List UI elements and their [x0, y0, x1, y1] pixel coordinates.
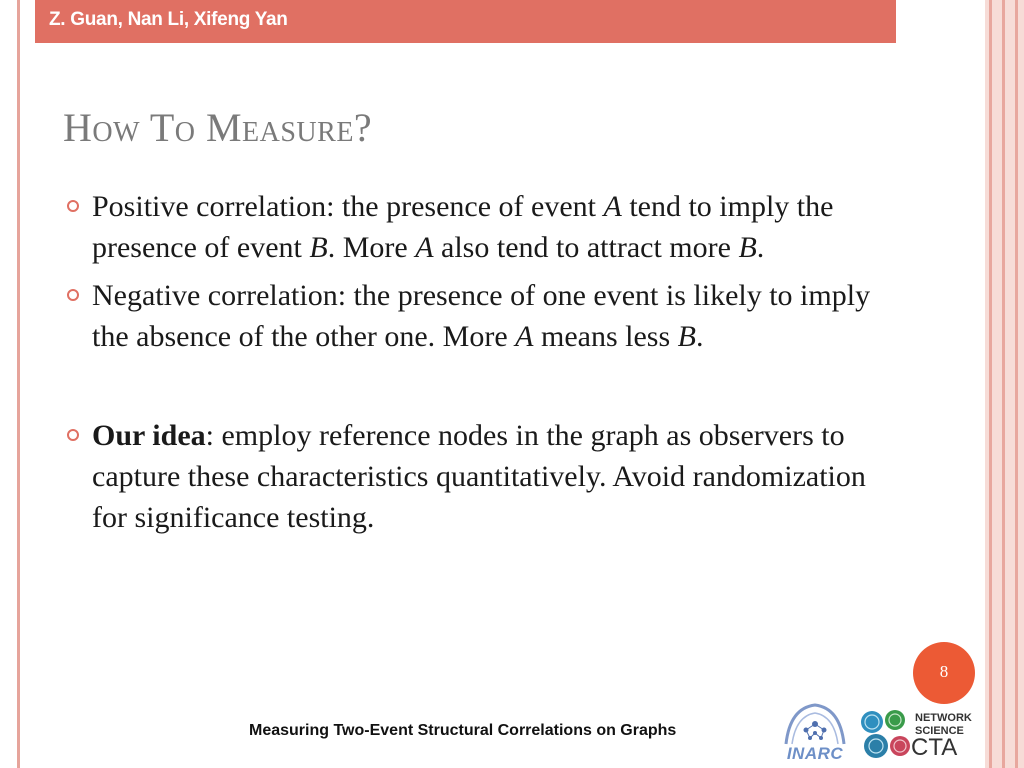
- network-science-globe-icon: [858, 708, 912, 764]
- page-number-badge: [913, 642, 975, 704]
- event-variable: A: [415, 231, 434, 264]
- slide-title: How To Measure?: [63, 105, 373, 150]
- left-border-stripe: [17, 0, 20, 768]
- bullet-text: .: [756, 231, 765, 264]
- event-variable: B: [309, 231, 328, 264]
- event-variable: A: [515, 320, 534, 353]
- event-variable: A: [603, 190, 622, 223]
- nscta-abbreviation: CTA: [911, 734, 958, 761]
- bullet-text: .: [695, 320, 704, 353]
- bullet-list: [62, 186, 892, 538]
- nscta-line-2: SCIENCE: [915, 725, 964, 737]
- bullet-ring-icon: [67, 289, 79, 301]
- bullet-text: also tend to attract more: [433, 231, 739, 264]
- bullet-text: tend to imply the presence of event: [92, 190, 834, 264]
- bullet-ring-icon: [67, 429, 79, 441]
- bullet-negative-correlation: [62, 275, 892, 357]
- bullet-text: . More: [327, 231, 416, 264]
- bullet-text: Negative correlation: the presence of one event is likely to imply the absence of the other one. More: [92, 279, 871, 353]
- footer-title: Measuring Two-Event Structural Correlations on Graphs: [249, 722, 677, 739]
- inarc-logo-text: INARC: [786, 744, 844, 763]
- nscta-line-1: NETWORK: [915, 712, 972, 724]
- header-authors: Z. Guan, Nan Li, Xifeng Yan: [49, 9, 288, 30]
- bullet-text: Positive correlation: the presence of event: [92, 190, 604, 223]
- right-border-panel: [985, 0, 1024, 768]
- right-border-line: [1015, 0, 1018, 768]
- bullet-positive-correlation: [62, 186, 892, 268]
- bullet-our-idea: [62, 415, 892, 538]
- right-border-line: [1002, 0, 1005, 768]
- bullet-emphasis: Our idea: [92, 419, 206, 452]
- inarc-network-icon: [778, 700, 852, 750]
- header-bar: [35, 0, 896, 43]
- event-variable: B: [677, 320, 696, 353]
- bullet-ring-icon: [67, 200, 79, 212]
- bullet-text: : employ reference nodes in the graph as observers to capture these characteristics quantitatively. Avoid randomization for significance testing.: [92, 419, 866, 534]
- page-number: 8: [939, 662, 949, 681]
- bullet-text: means less: [533, 320, 678, 353]
- right-border-line: [989, 0, 992, 768]
- inarc-logo: [778, 700, 852, 768]
- event-variable: B: [738, 231, 757, 264]
- network-science-cta-logo: [858, 708, 980, 764]
